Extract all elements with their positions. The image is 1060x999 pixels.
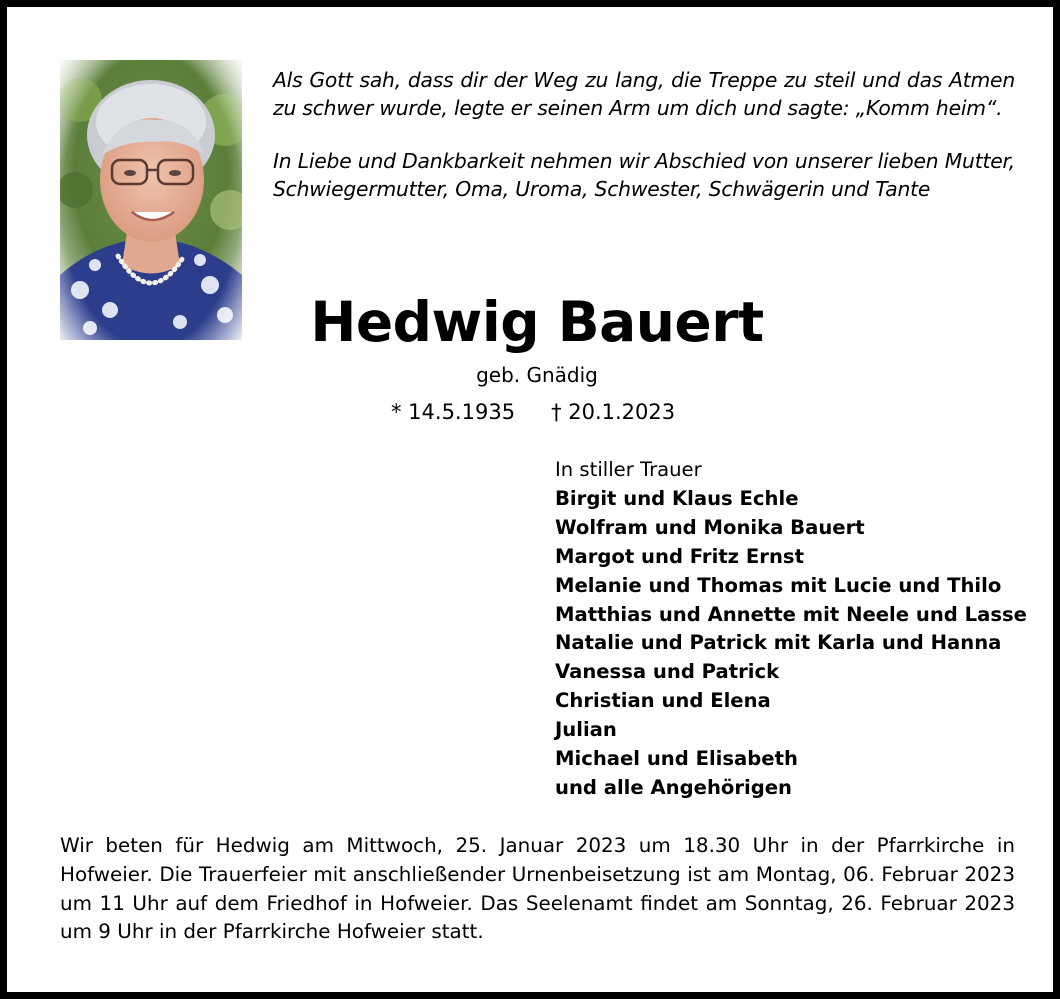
mourners-intro: In stiller Trauer <box>555 458 702 481</box>
quote-text <box>273 67 1015 203</box>
mourner: Natalie und Patrick mit Karla und Hanna <box>555 631 1002 655</box>
farewell-line: In Liebe und Dankbarkeit nehmen wir Abschied von unserer lieben Mutter, Schwiegermutter, Oma, Uroma, Schwester, Schwägerin und Tante <box>273 149 1015 201</box>
mourner: Vanessa und Patrick <box>555 660 780 684</box>
mourner: Melanie und Thomas mit Lucie und Thilo <box>555 573 1002 597</box>
mourner: Julian <box>555 718 617 742</box>
mourner: Christian und Elena <box>555 689 771 713</box>
maiden-name: geb. Gnädig <box>476 363 598 387</box>
mourner: Margot und Fritz Ernst <box>555 544 804 568</box>
birth-date: * 14.5.1935 <box>391 400 516 424</box>
mourner: Wolfram und Monika Bauert <box>555 515 865 539</box>
mourner: Birgit und Klaus Echle <box>555 486 799 510</box>
mourners-list <box>555 456 1025 803</box>
service-announcement <box>60 832 1015 947</box>
quote-verse: Als Gott sah, dass dir der Weg zu lang, die Treppe zu steil und das Atmen zu schwer wurde, legte er seinen Arm um dich und sagte: „Komm heim“. <box>273 68 1015 120</box>
mourner: Michael und Elisabeth <box>555 747 798 771</box>
mourner: und alle Angehörigen <box>555 775 792 799</box>
announcement-text: Wir beten für Hedwig am Mittwoch, 25. Januar 2023 um 18.30 Uhr in der Pfarrkirche in Hofweier. Die Trauerfeier mit anschließender Urnenbeisetzung ist am Montag, 06. Februar 2023 um 11 Uhr auf dem Friedhof in Hofweier. Das Seelenamt findet am Sonntag, 26. Februar 2023 um 9 Uhr in der Pfarrkirche Hofweier statt. <box>60 834 1015 944</box>
life-dates <box>391 398 675 426</box>
mourner: Matthias und Annette mit Neele und Lasse <box>555 602 1027 626</box>
deceased-name: Hedwig Bauert <box>310 290 764 354</box>
death-date: † 20.1.2023 <box>551 400 676 424</box>
